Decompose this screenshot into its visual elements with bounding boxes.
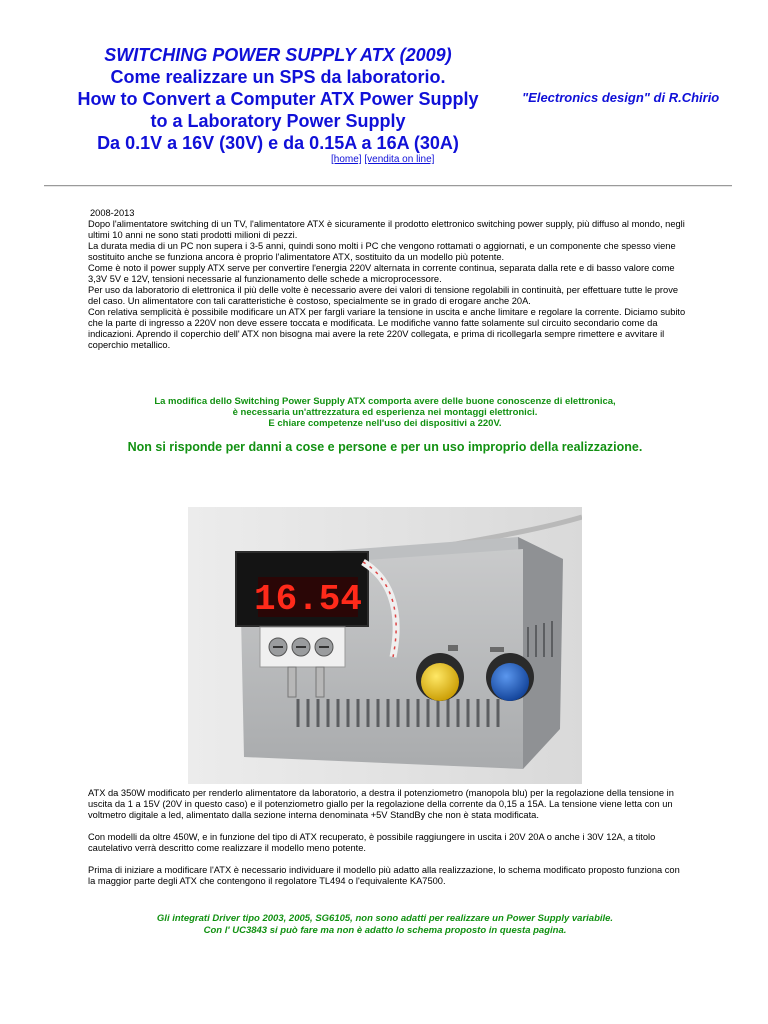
intro-paragraph: La durata media di un PC non supera i 3-5 anni, quindi sono molti i PC che vengono rottamati o aggiornati, e un componente che spesso viene sostituito anche se funziona ancora è proprio l'alimentatore ATX, sostituito da un modello più potente. [88, 241, 676, 262]
home-link[interactable]: [home] [331, 154, 362, 165]
page-title [40, 44, 516, 154]
note-line: Con l' UC3843 si può fare ma non è adatto lo schema proposto in questa pagina. [203, 925, 567, 936]
power-supply-photo [188, 507, 582, 784]
intro-paragraph: Come è noto il power supply ATX serve per convertire l'energia 220V alternata in corrente continua, separata dalla rete e di basso valore come 3,3V 5V e 12V, tensioni necessarie al funzionamento delle schede a microprocessore. [88, 263, 675, 284]
shop-link[interactable]: [vendita on line] [364, 154, 435, 165]
body-paragraph: ATX da 350W modificato per renderlo alimentatore da laboratorio, a destra il potenziometro (manopola blu) per la regolazione della tensione in uscita da 1 a 15V (20V in questo caso) e il potenziometro giallo per la regolazione della corrente da 0,15 a 15A. La tensione viene letta con un voltmetro digitale a led, alimentato dalla sezione interna denominata +5V StandBy che non è stata modificata. [88, 788, 674, 820]
title-line: Come realizzare un SPS da laboratorio. [110, 67, 446, 87]
disclaimer: Non si risponde per danni a cose e persone e per un uso improprio della realizzazione. [127, 440, 643, 454]
driver-notes [60, 913, 710, 937]
note-line: Gli integrati Driver tipo 2003, 2005, SG6105, non sono adatti per realizzare un Power Supply variabile. [156, 913, 614, 924]
led-readout: 16.54 [253, 579, 363, 620]
description-text [88, 788, 688, 898]
warning-line: è necessaria un'attrezzatura ed esperienza nei montaggi elettronici. [232, 407, 538, 418]
nav-links [331, 154, 434, 165]
warning-line: E chiare competenze nell'uso dei dispositivi a 220V. [268, 418, 502, 429]
title-line: SWITCHING POWER SUPPLY ATX (2009) [104, 45, 452, 65]
intro-paragraph: Con relativa semplicità è possibile modificare un ATX per fargli variare la tensione in uscita e anche limitare e regolare la corrente. Diciamo subito che la parte di ingresso a 220V non deve essere toccata e modificata. Le modifiche vanno fatte solamente sul circuito secondario come da indicazioni. Aprendo il coperchio dell' ATX non bisogna mai avere la rete 220V collegata, e prima di ricollegarla sempre rimettere e avvitare il coperchio metallico. [88, 307, 686, 350]
intro-paragraph: Per uso da laboratorio di elettronica il più delle volte è necessario avere dei valori di tensione regolabili in continuità, per effettuare tutte le prove del caso. Un alimentatore con tali caratteristiche è costoso, specialmente se in grado di erogare anche 20A. [88, 285, 679, 306]
body-paragraph: Con modelli da oltre 450W, e in funzione del tipo di ATX recuperato, è possibile raggiungere in uscita i 20V 20A o anche i 30V 12A, a titolo cautelativo verrà descritto come realizzare il modello meno potente. [88, 832, 656, 853]
divider [44, 185, 732, 187]
warning-line: La modifica dello Switching Power Supply ATX comporta avere delle buone conoscenze di elettronica, [154, 396, 616, 407]
title-line: How to Convert a Computer ATX Power Supply [77, 89, 479, 109]
body-paragraph: Prima di iniziare a modificare l'ATX è necessario individuare il modello più adatto alla realizzazione, lo schema modificato proposto funziona con la maggior parte degli ATX che contengono il regolatore TL494 o l'equivalente KA7500. [88, 865, 680, 886]
year-range: 2008-2013 [90, 208, 135, 218]
author-credit: "Electronics design" di R.Chirio [522, 90, 720, 105]
intro-paragraph: Dopo l'alimentatore switching di un TV, l'alimentatore ATX è sicuramente il prodotto elettronico switching power supply, più diffuso al mondo, negli ultimi 10 anni ne sono stati prodotti milioni di pezzi. [88, 219, 685, 240]
intro-text [88, 208, 688, 351]
title-line: Da 0.1V a 16V (30V) e da 0.15A a 16A (30A) [97, 133, 459, 153]
title-line: to a Laboratory Power Supply [150, 111, 406, 131]
warning-notice [60, 396, 710, 429]
